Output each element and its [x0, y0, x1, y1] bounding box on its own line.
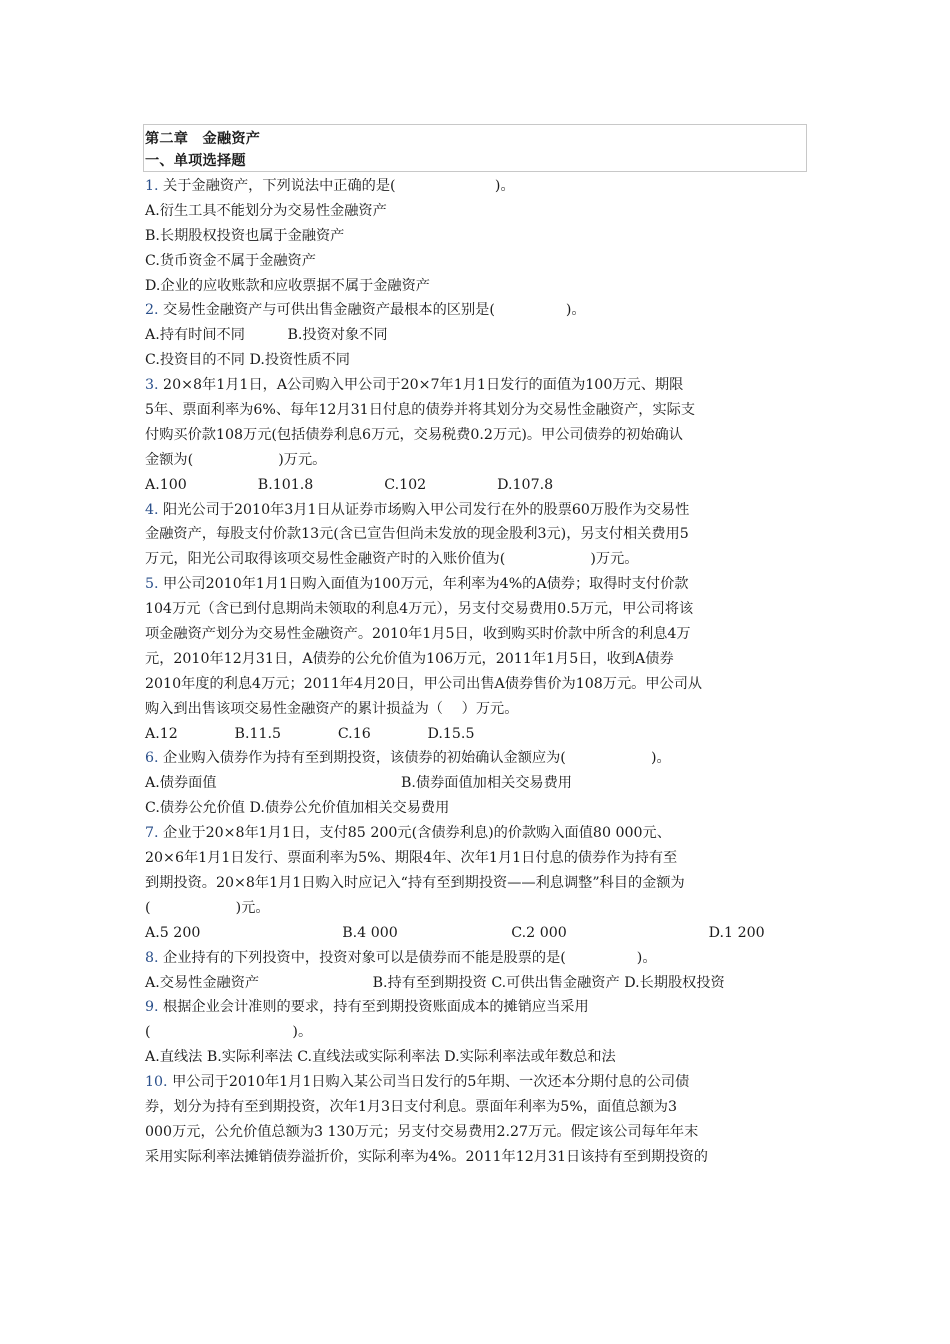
line-text: 甲公司2010年1月1日购入面值为100万元，年利率为4%的A债券；取得时支付价款	[158, 576, 689, 593]
line-text: 20×8年1月1日，A公司购入甲公司于20×7年1月1日发行的面值为100万元、期限	[158, 377, 684, 394]
line-text: 元，2010年12月31日，A债券的公允价值为106万元，2011年1月5日，收到A债券	[145, 650, 674, 667]
text-line	[145, 622, 807, 647]
line-text: A.交易性金融资产 B.持有至到期投资 C.可供出售金融资产 D.长期股权投资	[145, 974, 725, 991]
question-number: 4.	[145, 501, 159, 518]
line-text: 购入到出售该项交易性金融资产的累计损益为（ ）万元。	[145, 700, 519, 717]
text-line	[145, 323, 807, 348]
section-title: 一、单项选择题	[145, 153, 246, 169]
text-line	[145, 672, 807, 697]
line-text: 企业于20×8年1月1日，支付85 200元(含债券利息)的价款购入面值80 000元、	[158, 825, 671, 842]
line-text: A.债券面值 B.债券面值加相关交易费用	[145, 775, 572, 792]
line-text: C.债券公允价值 D.债券公允价值加相关交易费用	[145, 800, 450, 817]
text-line	[145, 1145, 807, 1170]
question-stem-line	[145, 1070, 807, 1095]
line-text: A.持有时间不同 B.投资对象不同	[145, 327, 388, 344]
text-line	[145, 249, 807, 274]
text-line	[145, 796, 807, 821]
line-text: 5年、票面利率为6%、每年12月31日付息的债券并将其划分为交易性金融资产，实际支	[145, 402, 696, 419]
text-line	[145, 971, 807, 996]
question-number: 8.	[145, 949, 159, 966]
text-line	[145, 921, 807, 946]
question-stem-line	[145, 995, 807, 1020]
question-stem-line	[145, 572, 807, 597]
question-stem-line	[145, 746, 807, 771]
question-number: 5.	[145, 576, 159, 593]
line-text: 企业购入债券作为持有至到期投资，该债券的初始确认金额应为( )。	[158, 750, 671, 767]
text-line	[145, 597, 807, 622]
question-stem-line	[145, 298, 807, 323]
line-text: ( )。	[145, 1024, 313, 1041]
text-line	[145, 896, 807, 921]
text-line	[145, 448, 807, 473]
text-line	[145, 1095, 807, 1120]
question-number: 7.	[145, 825, 159, 842]
line-text: C.投资目的不同 D.投资性质不同	[145, 352, 350, 369]
document-page	[145, 124, 807, 1170]
question-number: 9.	[145, 999, 159, 1016]
text-line	[145, 697, 807, 722]
line-text: 金额为( )万元。	[145, 451, 327, 468]
chapter-title: 第二章 金融资产	[145, 131, 261, 147]
line-text: A.12 B.11.5 C.16 D.15.5	[145, 725, 475, 742]
text-line	[145, 522, 807, 547]
text-line	[145, 423, 807, 448]
question-number: 10.	[145, 1074, 168, 1091]
line-text: 交易性金融资产与可供出售金融资产最根本的区别是( )。	[158, 302, 586, 319]
text-line	[145, 398, 807, 423]
line-text: 到期投资。20×8年1月1日购入时应记入“持有至到期投资——利息调整”科目的金额为	[145, 874, 685, 891]
line-text: 金融资产，每股支付价款13元(含已宣告但尚未发放的现金股利3元)，另支付相关费用5	[145, 526, 689, 543]
text-line	[145, 1020, 807, 1045]
question-number: 2.	[145, 302, 159, 319]
chapter-header-box	[143, 124, 807, 172]
question-stem-line	[145, 821, 807, 846]
line-text: A.衍生工具不能划分为交易性金融资产	[145, 202, 387, 219]
text-line	[145, 846, 807, 871]
question-number: 6.	[145, 750, 159, 767]
text-line	[145, 274, 807, 299]
line-text: 阳光公司于2010年3月1日从证券市场购入甲公司发行在外的股票60万股作为交易性	[158, 501, 690, 518]
question-number: 3.	[145, 377, 159, 394]
line-text: 000万元，公允价值总额为3 130万元；另支付交易费用2.27万元。假定该公司每年年末	[145, 1123, 699, 1140]
line-text: A.直线法 B.实际利率法 C.直线法或实际利率法 D.实际利率法或年数总和法	[145, 1049, 616, 1066]
line-text: ( )元。	[145, 899, 270, 916]
line-text: D.企业的应收账款和应收票据不属于金融资产	[145, 277, 430, 294]
text-line	[145, 547, 807, 572]
line-text: B.长期股权投资也属于金融资产	[145, 227, 345, 244]
question-stem-line	[145, 174, 807, 199]
line-text: 根据企业会计准则的要求，持有至到期投资账面成本的摊销应当采用	[158, 999, 589, 1016]
line-text: 采用实际利率法摊销债券溢折价，实际利率为4%。2011年12月31日该持有至到期投资的	[145, 1148, 708, 1165]
question-stem-line	[145, 946, 807, 971]
text-line	[145, 224, 807, 249]
text-line	[145, 771, 807, 796]
text-line	[145, 1045, 807, 1070]
text-line	[145, 647, 807, 672]
line-text: 项金融资产划分为交易性金融资产。2010年1月5日，收到购买时价款中所含的利息4万	[145, 626, 691, 643]
question-number: 1.	[145, 178, 159, 194]
line-text: 20×6年1月1日发行、票面利率为5%、期限4年、次年1月1日付息的债券作为持有至	[145, 850, 678, 867]
line-text: 2010年度的利息4万元；2011年4月20日，甲公司出售A债券售价为108万元。甲公司从	[145, 675, 703, 692]
line-text: 万元，阳光公司取得该项交易性金融资产时的入账价值为( )万元。	[145, 551, 639, 568]
line-text: A.5 200 B.4 000 C.2 000 D.1 200	[145, 924, 765, 941]
line-text: 付购买价款108万元(包括债券利息6万元，交易税费0.2万元)。甲公司债券的初始确认	[145, 426, 683, 443]
line-text: 关于金融资产，下列说法中正确的是( )。	[158, 178, 515, 194]
text-line	[145, 722, 807, 747]
question-stem-line	[145, 498, 807, 523]
line-text: 券，划分为持有至到期投资，次年1月3日支付利息。票面年利率为5%，面值总额为3	[145, 1098, 677, 1115]
text-line	[145, 348, 807, 373]
text-line	[145, 871, 807, 896]
text-line	[145, 1120, 807, 1145]
line-text: C.货币资金不属于金融资产	[145, 252, 316, 269]
line-text: 甲公司于2010年1月1日购入某公司当日发行的5年期、一次还本分期付息的公司债	[167, 1074, 690, 1091]
line-text: A.100 B.101.8 C.102 D.107.8	[145, 476, 554, 493]
line-text: 企业持有的下列投资中，投资对象可以是债券而不能是股票的是( )。	[158, 949, 657, 966]
question-stem-line	[145, 373, 807, 398]
question-list	[145, 174, 807, 1170]
text-line	[145, 473, 807, 498]
text-line	[145, 199, 807, 224]
line-text: 104万元（含已到付息期尚未领取的利息4万元），另支付交易费用0.5万元，甲公司将该	[145, 601, 694, 618]
